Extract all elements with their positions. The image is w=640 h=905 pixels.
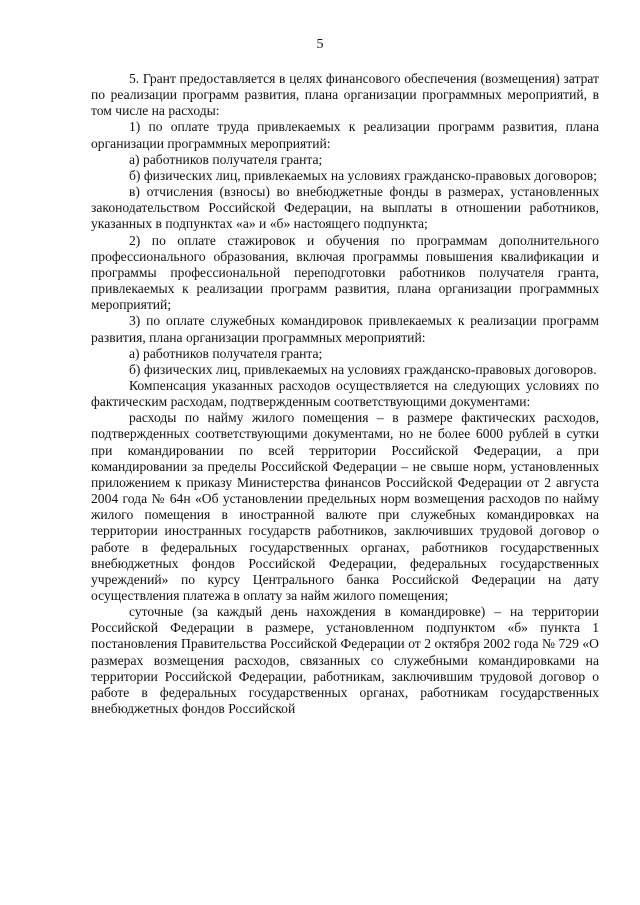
paragraph-grant-purpose: 5. Грант предоставляется в целях финансового обеспечения (возмещения) затрат по реализации программ развития, плана организации программных мероприятий, в том числе на расходы:	[91, 71, 599, 119]
paragraph-training-costs: 2) по оплате стажировок и обучения по программам дополнительного профессионального образования, включая программы повышения квалификации и программы профессиональной переподготовки работников получателя гранта, привлекаемых к реализации программ развития, плана организации программных мероприятий;	[91, 232, 599, 313]
paragraph-extrabudgetary-contributions: в) отчисления (взносы) во внебюджетные фонды в размерах, установленных законодательством Российской Федерации, на выплаты в отношении работников, указанных в подпунктах «а» и «б» настоящего подпункта;	[91, 184, 599, 232]
paragraph-business-trip-costs: 3) по оплате служебных командировок привлекаемых к реализации программ развития, плана организации программных мероприятий:	[91, 313, 599, 345]
paragraph-daily-allowance: суточные (за каждый день нахождения в командировке) – на территории Российской Федерации в размере, установленном подпунктом «б» пункта 1 постановления Правительства Российской Федерации от 2 октября 2002 года № 729 «О размерах возмещения расходов, связанных со служебными командировками на территории Российской Федерации, работникам, заключившим трудовой договор о работе в федеральных государственных органах, работникам государственных внебюджетных фондов Российской	[91, 604, 599, 717]
page-number: 5	[316, 37, 324, 52]
paragraph-compensation-conditions: Компенсация указанных расходов осуществляется на следующих условиях по фактическим расходам, подтвержденным соответствующими документами:	[91, 377, 599, 410]
paragraph-labor-costs: 1) по оплате труда привлекаемых к реализации программ развития, плана организации программных мероприятий:	[91, 119, 599, 151]
paragraph-grant-recipient-employees: а) работников получателя гранта;	[129, 151, 323, 167]
paragraph-trip-civil-contract-persons: б) физических лиц, привлекаемых на условиях гражданско-правовых договоров.	[129, 361, 597, 377]
paragraph-civil-contract-persons: б) физических лиц, привлекаемых на условиях гражданско-правовых договоров;	[129, 167, 598, 183]
paragraph-accommodation-expenses: расходы по найму жилого помещения – в размере фактических расходов, подтвержденных соответствующими документами, но не более 6000 рублей в сутки при командировании по всей территории Российской Федерации, а при командировании за пределы Российской Федерации – не свыше норм, установленных приложением к приказу Министерства финансов Российской Федерации от 2 августа 2004 года № 64н «Об установлении предельных норм возмещения расходов по найму жилого помещения в иностранной валюте при служебных командировках на территории иностранных государств работников, заключивших трудовой договор о работе в федеральных государственных органах, работников государственных внебюджетных фондов Российской Федерации, федеральных государственных учреждений» по курсу Центрального банка Российской Федерации на дату осуществления платежа в оплату за найм жилого помещения;	[91, 410, 599, 603]
document-body	[91, 71, 599, 717]
paragraph-trip-recipient-employees: а) работников получателя гранта;	[129, 345, 323, 361]
